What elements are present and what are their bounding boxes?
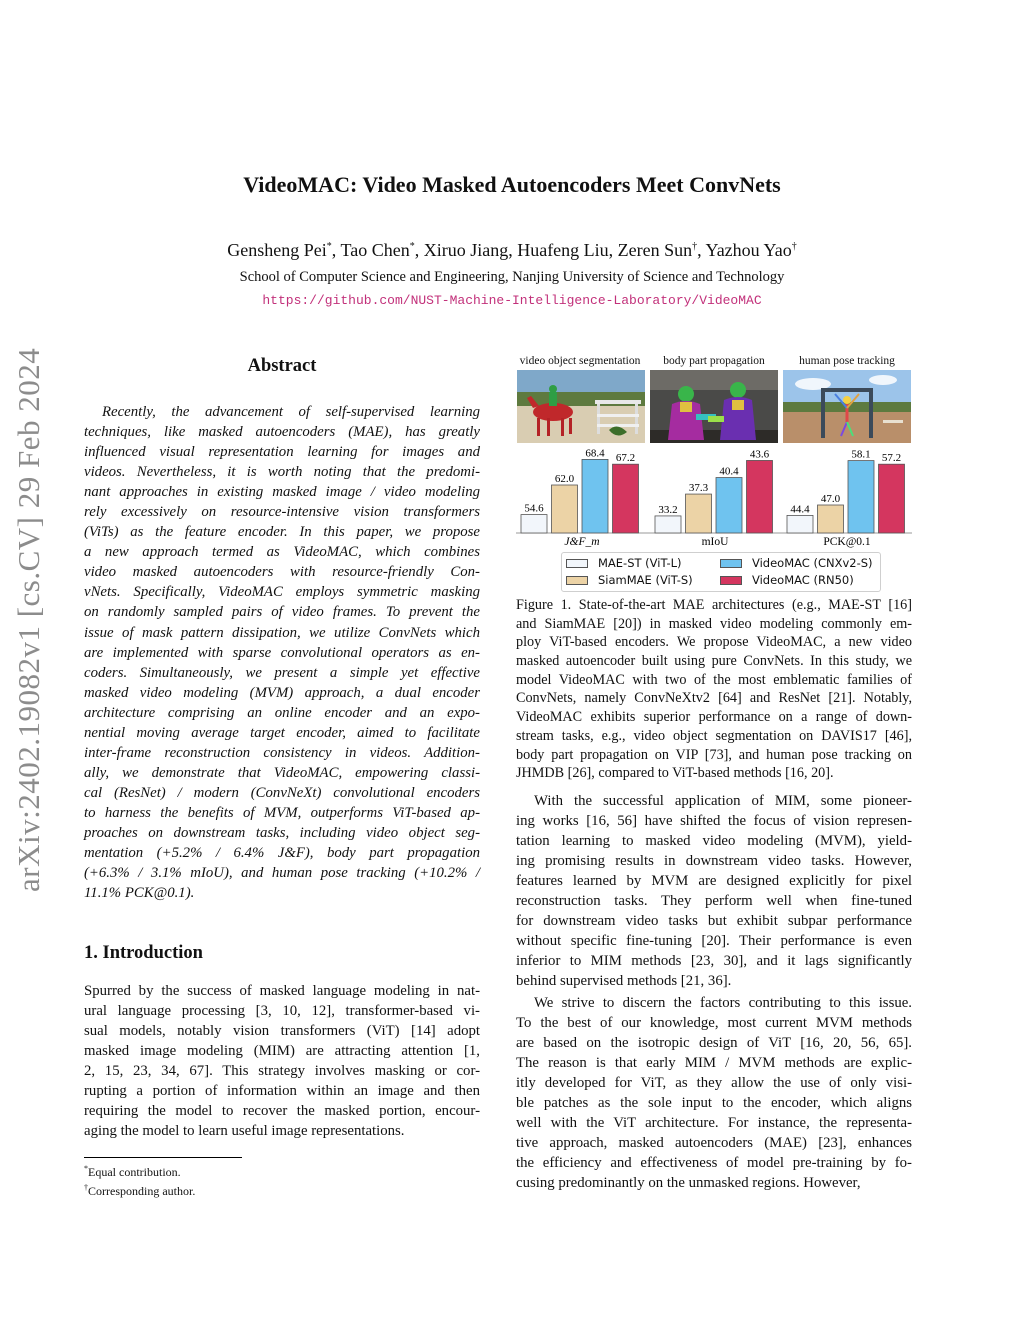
text-line: and SiamMAE [20]) in masked video modeling commonly em- <box>516 615 912 632</box>
legend-videomac-cnx: VideoMAC (CNXv2-S) <box>720 555 873 571</box>
text-line: ploy ViT-based encoders. We propose VideoMAC, a new video <box>516 634 912 651</box>
bar <box>879 464 905 533</box>
vos-example-image <box>517 370 645 443</box>
bar-value-label: 44.4 <box>790 503 810 516</box>
text-line: architecture comprising an online encoder and an expo- <box>84 704 480 721</box>
text-line: ing promising results in downstream video tasks. However, <box>516 853 912 870</box>
x-label-miou: mIoU <box>701 536 729 548</box>
text-line: the efficiency and effectiveness of model pre-training by fo- <box>516 1155 912 1172</box>
abstract-body <box>84 402 480 903</box>
text-line: (ViTs) as the feature encoder. In this paper, we propose <box>84 524 480 541</box>
intro-heading: 1. Introduction <box>84 943 203 963</box>
text-line: mentation (+5.2% / 6.4% J&F), body part propagation <box>84 845 480 862</box>
bar <box>613 464 639 533</box>
text-line: stream tasks, e.g., video object segmentation on DAVIS17 [46], <box>516 727 912 744</box>
text-line: vNets. Specifically, VideoMAC employs symmetric masking <box>84 584 480 601</box>
pose-tracking-example-image <box>783 370 911 443</box>
text-line: Figure 1. State-of-the-art MAE architectures (e.g., MAE-ST [16] <box>516 597 912 613</box>
bar <box>747 460 773 533</box>
bar-value-label: 54.6 <box>524 502 544 515</box>
bar <box>582 459 608 533</box>
text-line: Recently, the advancement of self-supervised learning <box>102 404 480 420</box>
text-line: reconstruction tasks. They perform well when fine-tuned <box>516 893 912 910</box>
bar <box>818 505 844 533</box>
results-bar-chart <box>516 445 912 551</box>
text-line: issue of mask pattern dissipation, we utilize ConvNets which <box>84 624 480 641</box>
text-line: influenced visual representation learning for images and <box>84 444 480 461</box>
legend-siammae: SiamMAE (ViT-S) <box>566 572 693 588</box>
text-line: masked image modeling (MIM) are attracting attention [1, <box>84 1043 480 1060</box>
text-line: To the best of our knowledge, most current MVM methods <box>516 1015 912 1032</box>
author-name: Huafeng Liu <box>517 240 609 260</box>
intro-paragraph <box>84 981 480 1141</box>
bar <box>655 516 681 533</box>
paper-title: VideoMAC: Video Masked Autoencoders Meet ConvNets <box>243 172 781 197</box>
text-line: without specific fine-tuning [20]. Their performance is even <box>516 933 912 950</box>
bar-value-label: 33.2 <box>658 503 678 516</box>
bar <box>686 494 712 533</box>
text-line: proaches on downstream tasks, including video object seg- <box>84 824 480 841</box>
legend-swatch <box>720 576 742 585</box>
footnote-corresponding: †Corresponding author. <box>84 1183 196 1198</box>
figure-caption <box>516 596 912 783</box>
author-mark: * <box>409 241 415 252</box>
footnotes <box>84 1161 195 1199</box>
text-line: rely excessively on resource-intensive vision transformers <box>84 504 480 521</box>
text-line: JHMDB [26], compared to ViT-based methods [16, 20]. <box>516 765 834 782</box>
text-line: video masked autoencoders with resource-friendly Con- <box>84 564 480 581</box>
author-name: Tao Chen <box>340 240 410 260</box>
bar-value-label: 37.3 <box>688 482 709 495</box>
arxiv-stamp: arXiv:2402.19082v1 [cs.CV] 29 Feb 2024 <box>11 347 46 892</box>
right-paragraph-2 <box>516 993 912 1193</box>
abstract-heading: Abstract <box>247 356 317 376</box>
text-line: 11.1% PCK@0.1). <box>84 885 195 902</box>
text-line: features learned by MVM are designed explicitly for pixel <box>516 873 912 890</box>
repo-link[interactable]: https://github.com/NUST-Machine-Intelligence-Laboratory/VideoMAC <box>262 293 762 308</box>
text-line: well with the ViT architecture. For instance, the representa- <box>516 1115 912 1132</box>
text-line: nant approaches in existing masked image / video modeling <box>84 484 480 501</box>
text-line: requiring the model to recover the masked portion, encour- <box>84 1103 480 1120</box>
legend-swatch <box>566 576 588 585</box>
author-name: Yazhou Yao <box>705 240 792 260</box>
text-line: on randomly sampled pairs of video frames. To prevent the <box>84 604 480 621</box>
text-line: The reason is that early MIM / MVM methods are explic- <box>516 1055 912 1072</box>
bar-value-label: 67.2 <box>615 452 636 465</box>
text-line: (+6.3% / 3.1% mIoU), and human pose tracking (+10.2% / <box>84 865 480 882</box>
text-line: ConvNets, namely ConvNeXtv2 [64] and ResNet [21]. Notably, <box>516 690 912 707</box>
text-line: Spurred by the success of masked language modeling in nat- <box>84 983 480 999</box>
legend-mae-st: MAE-ST (ViT-L) <box>566 555 682 571</box>
author-name: Gensheng Pei <box>227 240 327 260</box>
footnote-equal: *Equal contribution. <box>84 1164 181 1179</box>
text-line: itly developed for ViT, as they allow the use of only visi- <box>516 1075 912 1092</box>
text-line: tation learning to masked video modeling (MVM), yield- <box>516 833 912 850</box>
panel-label-vos: video object segmentation <box>519 355 641 367</box>
chart-legend <box>561 552 881 592</box>
text-line: rupting a portion of information within an image and then <box>84 1083 480 1100</box>
text-line: We strive to discern the factors contributing to this issue. <box>534 995 912 1011</box>
author-list: Gensheng Pei*, Tao Chen*, Xiruo Jiang, Huafeng Liu, Zeren Sun†, Yazhou Yao† <box>227 240 797 260</box>
text-line: cal (ResNet) / modern (ConvNeXt) convolutional encoders <box>84 784 480 801</box>
x-label-jf: J&F_m <box>564 536 600 548</box>
bar-value-label: 58.1 <box>851 448 871 461</box>
text-line: ing works [16, 56] have shifted the focus of vision represen- <box>516 813 912 830</box>
panel-label-body: body part propagation <box>663 355 765 367</box>
text-line: videos. Nevertheless, it is worth noting that the predomi- <box>84 464 480 481</box>
text-line: cusing predominantly on the unmasked regions. However, <box>516 1175 861 1192</box>
text-line: model VideoMAC with two of the most emblematic families of <box>516 671 912 688</box>
text-line: 2, 15, 23, 34, 67]. This strategy involves masking or cor- <box>84 1063 480 1080</box>
bar <box>716 478 742 533</box>
text-line: ural language processing [3, 10, 12], transformer-based vi- <box>84 1003 480 1020</box>
text-line: are implemented with sparse convolutional operators as en- <box>84 644 480 661</box>
author-mark: † <box>791 241 797 252</box>
bar-value-label: 47.0 <box>820 493 841 505</box>
text-line: masked video modeling (MVM) approach, a dual encoder <box>84 684 480 701</box>
text-line: masked autoencoder built using pure ConvNets. In this study, we <box>516 653 912 670</box>
text-line: behind supervised methods [21, 36]. <box>516 973 732 990</box>
text-line: inferior to MIM methods [23, 30], and it lags significantly <box>516 953 912 970</box>
affiliation: School of Computer Science and Engineering, Nanjing University of Science and Technology <box>239 269 785 285</box>
text-line: coders. Simultaneously, we present a simple yet effective <box>84 664 480 681</box>
text-line: ally, we demonstrate that VideoMAC, empowering classi- <box>84 764 480 781</box>
bar <box>552 485 578 533</box>
legend-swatch <box>720 559 742 568</box>
legend-swatch <box>566 559 588 568</box>
bar <box>787 515 813 533</box>
legend-videomac-rn50: VideoMAC (RN50) <box>720 572 854 588</box>
text-line: are based on the isotropic design of ViT [16, 20, 56, 65]. <box>516 1035 912 1052</box>
text-line: nential moving average target encoder, aimed to facilitate <box>84 724 480 741</box>
author-name: Zeren Sun <box>617 240 693 260</box>
text-line: inter-frame reconstruction consistency in videos. Addition- <box>84 744 480 761</box>
bar-value-label: 40.4 <box>719 465 739 478</box>
text-line: for downstream video tasks but exhibit subpar performance <box>516 913 912 930</box>
bar <box>521 515 547 533</box>
author-mark: † <box>692 241 698 252</box>
text-line: tive approach, masked autoencoders (MAE) [23], enhances <box>516 1135 912 1152</box>
text-line: With the successful application of MIM, some pioneer- <box>534 793 912 809</box>
text-line: ble patches as the sole input to the encoder, which aligns <box>516 1095 912 1112</box>
text-line: techniques, like masked autoencoders (MAE), has greatly <box>84 424 480 441</box>
text-line: to harness the benefits of MVM, outperforms ViT-based ap- <box>84 804 480 821</box>
panel-label-pose: human pose tracking <box>799 355 895 367</box>
x-label-pck: PCK@0.1 <box>823 536 871 548</box>
bar-value-label: 62.0 <box>554 473 575 485</box>
text-line: a new approach termed as VideoMAC, which combines <box>84 544 480 561</box>
footnote-divider <box>84 1157 242 1158</box>
bar-value-label: 68.4 <box>585 447 605 460</box>
author-name: Xiruo Jiang <box>423 240 509 260</box>
text-line: body part propagation on VIP [73], and human pose tracking on <box>516 746 912 763</box>
bar <box>848 461 874 533</box>
text-line: VideoMAC exhibits superior performance on a range of down- <box>516 709 912 726</box>
bar-value-label: 57.2 <box>881 452 902 465</box>
text-line: sual models, notably vision transformers (ViT) [14] adopt <box>84 1023 480 1040</box>
bar-value-label: 43.6 <box>749 448 770 461</box>
text-line: aging the model to learn useful image representations. <box>84 1123 405 1140</box>
right-paragraph-1 <box>516 791 912 991</box>
author-mark: * <box>326 241 332 252</box>
body-part-example-image <box>650 370 778 443</box>
